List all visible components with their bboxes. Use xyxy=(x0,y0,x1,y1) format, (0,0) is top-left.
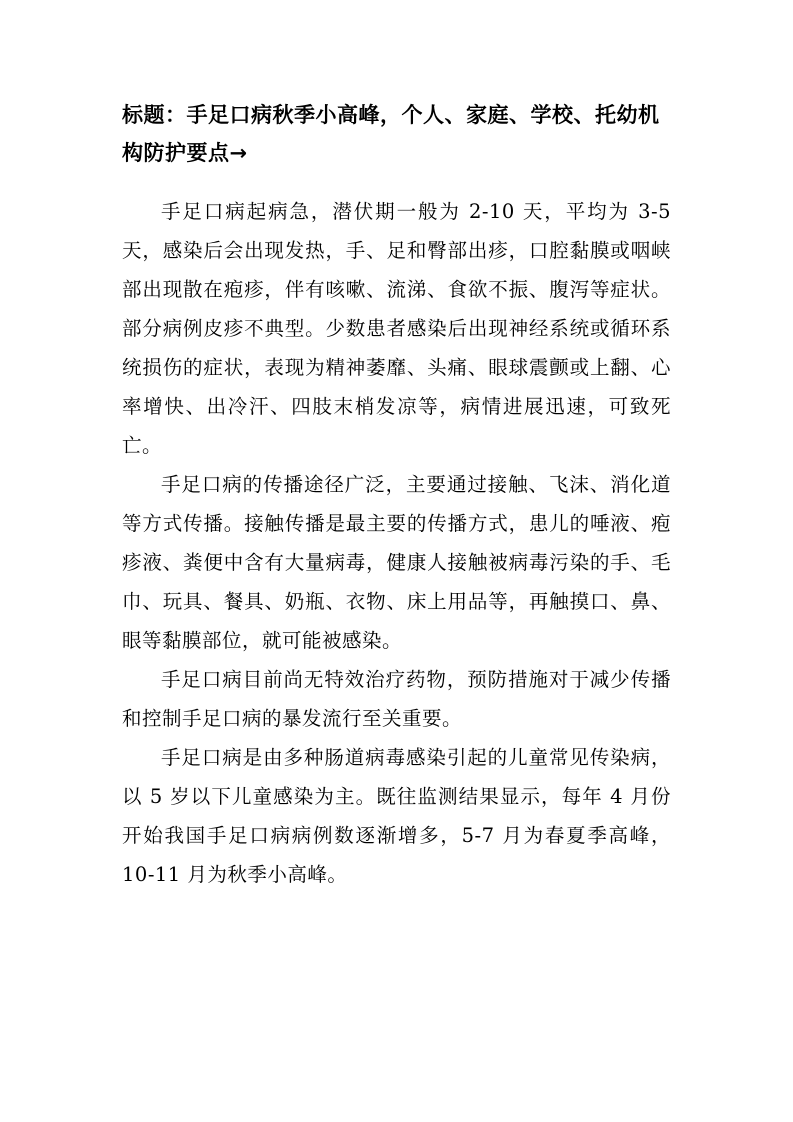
paragraph-symptoms: 手足口病起病急，潜伏期一般为 2-10 天，平均为 3-5 天，感染后会出现发热，手、足和臀部出疹，口腔黏膜或咽峡部出现散在疱疹，伴有咳嗽、流涕、食欲不振、腹泻等症状。部分病例皮疹不典型。少数患者感染后出现神经系统或循环系统损伤的症状，表现为精神萎靡、头痛、眼球震颤或上翻、心率增快、出冷汗、四肢末梢发凉等，病情进展迅速，可致死亡。 xyxy=(122,200,671,457)
document-title: 标题：手足口病秋季小高峰，个人、家庭、学校、托幼机构防护要点→ xyxy=(122,103,660,165)
paragraph-epidemiology: 手足口病是由多种肠道病毒感染引起的儿童常见传染病，以 5 岁以下儿童感染为主。既往监测结果显示，每年 4 月份开始我国手足口病病例数逐渐增多，5-7 月为春夏季高峰，10-11 月为秋季小高峰。 xyxy=(122,746,671,886)
paragraph-transmission: 手足口病的传播途径广泛，主要通过接触、飞沫、消化道等方式传播。接触传播是最主要的传播方式，患儿的唾液、疱疹液、粪便中含有大量病毒，健康人接触被病毒污染的手、毛巾、玩具、餐具、奶瓶、衣物、床上用品等，再触摸口、鼻、眼等黏膜部位，就可能被感染。 xyxy=(122,473,671,652)
paragraph-prevention: 手足口病目前尚无特效治疗药物，预防措施对于减少传播和控制手足口病的暴发流行至关重要。 xyxy=(122,668,671,730)
